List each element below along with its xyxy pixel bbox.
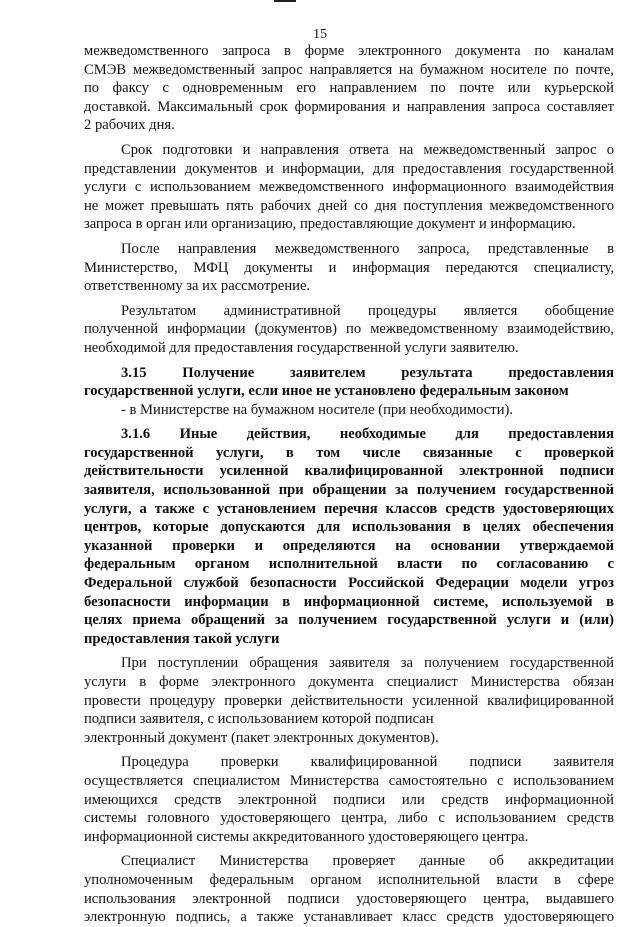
text-line: государственной услуги, если иное не установлено федеральным законом (84, 383, 569, 400)
top-edge-mark (274, 0, 296, 2)
text-line: государственной услуги, в том числе связанные с проверкой (84, 444, 614, 461)
text-line: услуги в форме электронного документа специалист Министерства обязан (84, 674, 614, 690)
paragraph-p3 (84, 240, 614, 296)
text-line: использования электронной подписи удостоверяющего центра, выдавшего (84, 890, 614, 907)
paragraph-p6 (84, 401, 614, 420)
paragraph-p8 (84, 654, 614, 747)
text-line: подписи заявителя, с использованием которой подписан (84, 711, 434, 728)
text-line: ответственному за их рассмотрение. (84, 278, 311, 295)
text-line: не может превышать пять рабочих дней со дня поступления межведомственного (84, 197, 614, 214)
text-line: действительности усиленной квалифицированной электронной подписи (84, 463, 614, 480)
text-line: информационной системы аккредитованного удостоверяющего центра. (84, 828, 529, 845)
text-line: электронный документ (пакет электронных документов). (84, 729, 439, 746)
text-line: - в Министерстве на бумажном носителе (при необходимости). (121, 401, 514, 418)
text-line: осуществляется специалистом Министерства самостоятельно с использованием (84, 772, 614, 789)
document-body (84, 42, 614, 927)
text-line: Специалист Министерства проверяет данные об аккредитации (121, 853, 614, 870)
text-line: системы головного удостоверяющего центра, либо с использованием средств (84, 810, 614, 827)
text-line: представлении документов и информации, для предоставления государственной (84, 160, 614, 177)
paragraph-p7 (84, 425, 614, 648)
text-line: услуги, а также с установлением перечня классов средств удостоверяющих (84, 500, 614, 517)
text-line: уполномоченным федеральным органом исполнительной власти в сфере (84, 871, 614, 888)
text-line: СМЭВ межведомственный запрос направляется на бумажном носителе по почте, (84, 61, 614, 78)
text-line: по факсу с одновременным его направлением по почте или курьерской (84, 80, 614, 97)
text-line: заявителя, использованной при обращении за получением государственной (84, 482, 614, 499)
text-line: необходимой для предоставления государственной услуги заявителю. (84, 339, 519, 356)
text-line: полученной информации (документов) по межведомственному взаимодействию, (84, 321, 614, 338)
paragraph-p9 (84, 753, 614, 846)
text-line: межведомственного запроса в форме электронного документа по каналам (84, 43, 614, 59)
text-line: предоставления такой услуги (84, 630, 280, 647)
text-line: Федеральной службой безопасности Российской Федерации модели угроз (84, 575, 614, 592)
text-line: После направления межведомственного запроса, представленные в (121, 240, 614, 257)
text-line: электронную подпись, а также устанавливает класс средств удостоверяющего (84, 909, 614, 926)
text-line: 3.15 Получение заявителем результата предоставления (121, 364, 614, 381)
text-line: безопасности информации в информационной системе, используемой в (84, 593, 614, 610)
page-number: 15 (313, 27, 327, 42)
text-line: Процедура проверки квалифицированной подписи заявителя (121, 754, 614, 771)
text-line: Результатом административной процедуры является обобщение (121, 302, 614, 319)
paragraph-p1 (84, 42, 614, 135)
paragraph-p5 (84, 364, 614, 401)
text-line: указанной проверки и определяются на основании утверждаемой (84, 537, 614, 554)
paragraph-p2 (84, 141, 614, 234)
text-line: целях приема обращений за получением государственной услуги и (или) (84, 612, 614, 629)
text-line: услуги с использованием межведомственного информационного взаимодействия (84, 179, 614, 196)
text-line: имеющихся средств электронной подписи или средств информационной (84, 791, 614, 808)
paragraph-p4 (84, 302, 614, 358)
text-line: Министерство, МФЦ документы и информация передаются специалисту, (84, 259, 614, 276)
text-line: 3.1.6 Иные действия, необходимые для предоставления (121, 426, 614, 443)
paragraph-p10 (84, 852, 614, 926)
text-line: доставкой. Максимальный срок формирования и направления запроса составляет (84, 98, 614, 115)
text-line: провести процедуру проверки действительности усиленной квалифицированной (84, 692, 614, 709)
text-line: центров, которые допускаются для использования в целях обеспечения (84, 519, 614, 536)
text-line: запроса в орган или организацию, предоставляющие документ и информацию. (84, 216, 576, 233)
text-line: федеральным органом исполнительной власти по согласованию с (84, 556, 614, 573)
text-line: При поступлении обращения заявителя за получением государственной (121, 655, 614, 672)
text-line: 2 рабочих дня. (84, 117, 175, 134)
text-line: Срок подготовки и направления ответа на межведомственный запрос о (121, 141, 614, 158)
